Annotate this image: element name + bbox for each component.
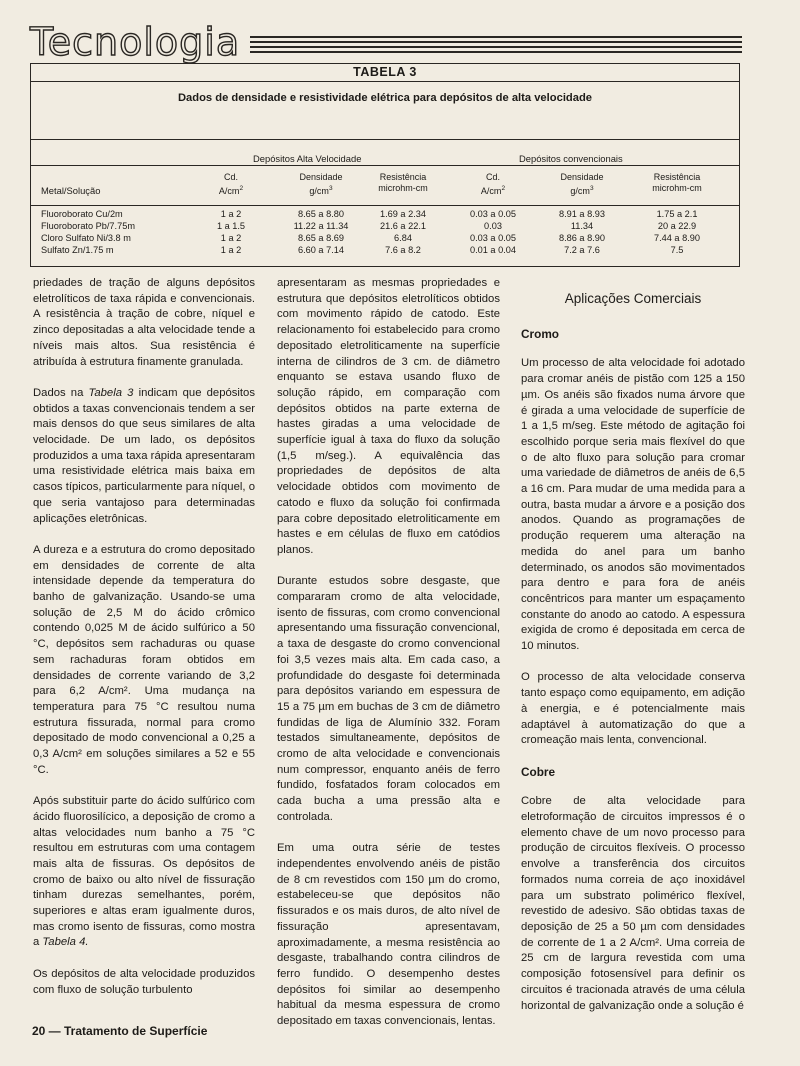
table-divider xyxy=(31,139,739,140)
table-cell: 6.60 a 7.14 xyxy=(298,245,344,255)
table-cell: Fluoroborato Cu/2m xyxy=(41,209,123,219)
table-cell: 8.65 a 8.80 xyxy=(298,209,344,219)
table-cell: 1.69 a 2.34 xyxy=(380,209,426,219)
paragraph: Durante estudos sobre desgaste, que compararam cromo de alta velocidade, isento de fissuras, com cromo convencional apresentando uma fissuração convencional, a taxa de desgaste do cromo convencional foi 3,5 vezes mais alta. Em cada caso, a profundidade do desgaste foi determinada para depósitos variando em espessura de 15 a 75 µm em buchas de 3 cm de diâmetro fundidas de liga de Alumínio 332. Foram testados simultaneamente, depósitos de cromo de alta velocidade e convencionais num compressor, enquanto anéis de ferro fundido, fosfatados foram colocados em cada bucha a uma pressão alta e controlada. xyxy=(277,575,500,823)
table-cell: 0.01 a 0.04 xyxy=(470,245,516,255)
table-cell: 1 a 2 xyxy=(220,209,242,219)
table-divider xyxy=(31,81,739,82)
paragraph: apresentaram as mesmas propriedades e estrutura que depósitos eletrolíticos obtidos com movimento rápido de catodo. Este relacionamento foi estabelecido para cromo depositado eletroliticamente na superfície interna de cilindros de 3 cm. de diâmetro enquanto se estava usando fluxo de solução rápido, em comparação com depósitos obtidos na parte externa de hastes giradas a uma velocidade de superfície igual à taxa do fluxo da solução (1,5 m/seg.). A equivalência das propriedades de depósitos de alta velocidade obtidos com movimento de catodo e fluxo da solução foi confirmada para cobre depositado eletroliticamente em hastes e em células de fluxo em catódios planos. xyxy=(277,277,500,556)
paragraph: Um processo de alta velocidade foi adotado para cromar anéis de pistão com 125 a 150 µm. Os anéis são fixados numa árvore que é girada a uma velocidade de superfície de 1 a 1,5 m/seg. Este método de agitação foi escolhido porque seria mais flexível do que o de alto fluxo para solução para cromar uma variedade de diâmetros de anéis de 6,5 a 16 cm. Para mudar de uma medida para a outra, basta mudar a árvore e a posição dos anodos. Quando as programações de produção requerem uma alteração na medida do anel para um banho determinado, os anodos são movimentados para dentro e para fora de anéis concêntricos para manter um espaçamento constante do anodo ao catodo. A espessura exigida de cromo é depositada em cerca de 10 minutos. xyxy=(521,357,745,653)
table-cell: 1 a 2 xyxy=(220,245,242,255)
paragraph: A dureza e a estrutura do cromo depositado em densidades de corrente de alta intensidade depende da temperatura do banho de galvanização. Usando-se uma solução de 2,5 M do ácido crômico contendo 0,025 M de ácido sulfúrico a 50 °C, depósitos sem rachaduras ou quase sem rachaduras foram obtidos em densidades de corrente variando de 3,2 para 6,2 A/cm². Uma mudança na temperatura para 75 °C resultou numa estrutura fissurada, normal para cromo depositado de modo convencional a 0,25 a 0,3 A/cm² em soluções similares a 52 e 55 °C. xyxy=(33,543,255,776)
table-cell: 8.86 a 8.90 xyxy=(559,233,605,243)
table-cell: 20 a 22.9 xyxy=(657,221,697,231)
col-head-resistivity: Resistência microhm-cm xyxy=(652,172,702,193)
col-head-metal: Metal/Solução xyxy=(41,185,101,196)
table-cell: 7.44 a 8.90 xyxy=(654,233,700,243)
paragraph: Os depósitos de alta velocidade produzidos com fluxo de solução turbulento xyxy=(33,967,255,996)
table-divider xyxy=(31,205,739,206)
paragraph: Em uma outra série de testes independentes envolvendo anéis de pistão de 8 cm revestidos com 150 µm do cromo, estabeleceu-se que depósitos não fissurados e os mais duros, de alto nível de fissuração apresentavam, aproximadamente, a mesma resistência ao desgaste, trabalhando contra cilindros de ferro fundido. O desempenho destes depósitos foi similar ao desempenho habitual da mesma espessura de cromo depositado em taxas convencionais, lentas. xyxy=(277,842,500,1028)
table-cell: 7.5 xyxy=(670,245,684,255)
table-cell: 1 a 1.5 xyxy=(216,221,246,231)
subsection-heading: Cromo xyxy=(521,326,560,341)
table-cell: Fluoroborato Pb/7.75m xyxy=(41,221,135,231)
group-label-conv: Depósitos convencionais xyxy=(519,153,623,164)
header-rule xyxy=(250,51,742,53)
text-column-2 xyxy=(277,276,500,1045)
section-title: Aplicações Comerciais xyxy=(564,291,702,306)
page-footer: 20 — Tratamento de Superfície xyxy=(32,1024,208,1038)
table-divider xyxy=(31,165,739,166)
section-brand: Tecnologia xyxy=(30,20,241,64)
text-column-1 xyxy=(33,276,255,1014)
paragraph: O processo de alta velocidade conserva tanto espaço como equipamento, em adição à energia, e é potencialmente mais adaptável à automatização do que a cromeação mais lenta, convencional. xyxy=(521,671,745,747)
table-reference: Tabela 3 xyxy=(88,386,134,399)
table-cell: 7.2 a 7.6 xyxy=(564,245,600,255)
paragraph: Cobre de alta velocidade para eletroformação de circuitos impressos é o elemento chave de um novo processo para produção de circuitos flexíveis. O processo envolve a transferência dos circuitos formados numa correia de aço inoxidável para um substrato polimérico flexível, revestido de adesivo. São obtidas taxas de deposição de 25 a 50 µm com densidades de corrente de 1 a 2 A/cm². Uma correia de 25 cm de largura revestida com uma composição fotosensível para definir os circuitos é tracionada através de uma célula horizontal de galvanização onde a solução é xyxy=(521,795,745,1012)
group-label-fast: Depósitos Alta Velocidade xyxy=(253,153,362,164)
table-label: TABELA 3 xyxy=(353,65,417,79)
table-cell: Cloro Sulfato Ni/3.8 m xyxy=(41,233,131,243)
text-column-3 xyxy=(521,291,745,1030)
table-cell: 7.6 a 8.2 xyxy=(385,245,421,255)
table-reference: Tabela 4. xyxy=(42,936,89,949)
page-header xyxy=(30,20,742,66)
col-head-cd: Cd. $A/cm^2$ xyxy=(218,172,244,196)
table-cell: 21.6 a 22.1 xyxy=(380,221,426,231)
col-head-density: Densidade $g/cm^3$ xyxy=(560,172,604,196)
paragraph: priedades de tração de alguns depósitos eletrolíticos de taxa rápida e convencionais. A resistência à tração de cobre, níquel e zinco depositadas a alta velocidade tende a níveis mais altos. Sua resistência é atribuída à estrutura finamente granulada. xyxy=(33,277,255,368)
header-rule xyxy=(250,41,742,43)
paragraph: Após substituir parte do ácido sulfúrico com ácido fluorosilícico, a deposição de cromo a altas velocidades num banho a 75 °C resultou em estruturas com uma contagem mais alta de fissuras. Os depósitos de cromo de baixo ou alto nível de fissuração tinham durezas semelhantes, porém, superiores e altas eram igualmente duros, mas cromo isento de fissuras, como mostra a Tabela 4. xyxy=(33,795,255,949)
header-rule xyxy=(250,46,742,48)
table-caption: Dados de densidade e resistividade elétrica para depósitos de alta velocidade xyxy=(177,92,593,104)
col-head-resistivity: Resistência microhm-cm xyxy=(378,172,428,193)
header-rule xyxy=(250,36,742,38)
table-cell: 0.03 a 0.05 xyxy=(470,209,516,219)
subsection-heading: Cobre xyxy=(521,764,556,779)
table-cell: 0.03 a 0.05 xyxy=(470,233,516,243)
table-cell: 11.22 a 11.34 xyxy=(293,221,349,231)
table-cell: 6.84 xyxy=(394,233,412,243)
col-head-density: Densidade $g/cm^3$ xyxy=(299,172,343,196)
paragraph: Dados na Tabela 3 indicam que depósitos obtidos a taxas convencionais tendem a ser mais densos do que seus similares de alta velocidade. De um lado, os depósitos produzidos a uma taxa rápida apresentaram uma resistividade elétrica mais baixa em casos típicos, particularmente para níquel, o que seria vantajoso para determinadas aplicações eletrônicas. xyxy=(33,386,255,525)
table-cell: 0.03 xyxy=(484,221,502,231)
table-cell: 8.91 a 8.93 xyxy=(559,209,605,219)
table-cell: 1.75 a 2.1 xyxy=(656,209,698,219)
data-table xyxy=(30,63,740,267)
table-cell: 11.34 xyxy=(570,221,594,231)
table-cell: 8.65 a 8.69 xyxy=(298,233,344,243)
table-cell: 1 a 2 xyxy=(220,233,242,243)
col-head-cd: Cd. $A/cm^2$ xyxy=(480,172,506,196)
table-cell: Sulfato Zn/1.75 m xyxy=(41,245,114,255)
